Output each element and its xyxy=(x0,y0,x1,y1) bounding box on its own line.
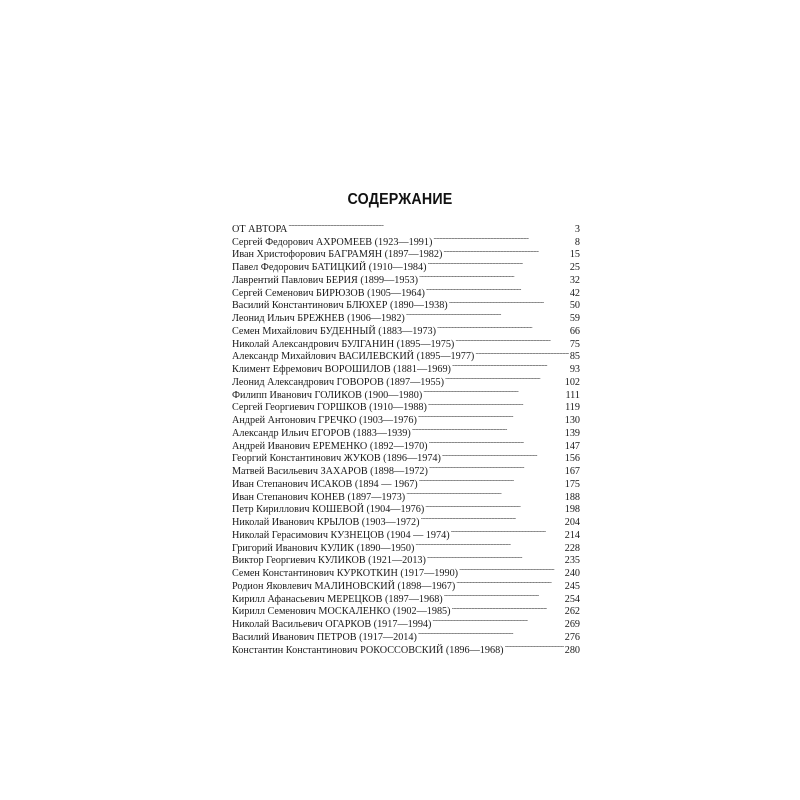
toc-entry-title: Павел Федорович БАТИЦКИЙ (1910—1984) xyxy=(232,262,427,273)
toc-entry-title: Василий Иванович ПЕТРОВ (1917—2014) xyxy=(232,631,417,643)
toc-dot-leader xyxy=(452,359,569,372)
toc-dot-leader xyxy=(419,474,564,487)
toc-entry-title: Константин Константинович РОКОССОВСКИЙ (1896—1968) xyxy=(232,644,504,656)
toc-entry-title: Иван Христофорович БАГРАМЯН (1897—1982) xyxy=(232,249,443,261)
toc-entry-title: Андрей Иванович ЕРЕМЕНКО (1892—1970) xyxy=(232,440,428,452)
toc-entry-page-number: 3 xyxy=(574,223,580,235)
toc-dot-leader xyxy=(443,245,568,258)
toc-entry-page-number: 214 xyxy=(564,529,580,541)
toc-dot-leader xyxy=(427,551,564,564)
toc-dot-leader xyxy=(505,640,564,653)
toc-dot-leader xyxy=(456,576,563,589)
toc-entry-title: Кирилл Афанасьевич МЕРЕЦКОВ (1897—1968) xyxy=(232,593,443,605)
toc-dot-leader xyxy=(419,270,569,283)
toc-entry-title: Виктор Георгиевич КУЛИКОВ (1921—2013) xyxy=(232,555,426,567)
toc-entry-page-number: 42 xyxy=(569,287,580,299)
toc-dot-leader xyxy=(421,512,564,525)
toc-dot-leader xyxy=(451,525,564,538)
toc-dot-leader xyxy=(433,232,574,245)
toc-dot-leader xyxy=(449,296,569,309)
toc-entry-title: Николай Васильевич ОГАРКОВ (1917—1994) xyxy=(232,619,432,630)
toc-dot-leader xyxy=(459,563,564,576)
toc-dot-leader xyxy=(452,602,564,615)
toc-entry-title: ОТ АВТОРА xyxy=(232,223,288,235)
toc-entry-page-number: 167 xyxy=(564,466,580,477)
toc-entry-title: Лаврентий Павлович БЕРИЯ (1899—1953) xyxy=(232,274,419,286)
toc-entry-title: Семен Константинович КУРКОТКИН (1917—1990) xyxy=(232,568,459,579)
toc-entry-page-number: 102 xyxy=(564,376,580,388)
toc-entry-page-number: 204 xyxy=(564,517,580,528)
toc-entry-page-number: 269 xyxy=(564,619,580,630)
toc-entry-title: Григорий Иванович КУЛИК (1890—1950) xyxy=(232,542,415,554)
toc-entry-title: Семен Михайлович БУДЕННЫЙ (1883—1973) xyxy=(232,325,437,337)
toc-entry-title: Кирилл Семенович МОСКАЛЕНКО (1902—1985) xyxy=(232,606,451,618)
toc-dot-leader xyxy=(415,538,563,551)
toc-entry-title: Филипп Иванович ГОЛИКОВ (1900—1980) xyxy=(232,389,423,401)
toc-entry-page-number: 188 xyxy=(564,491,580,503)
toc-entry-title: Петр Кириллович КОШЕВОЙ (1904—1976) xyxy=(232,504,425,516)
toc-dot-leader xyxy=(444,589,564,602)
toc-entry-page-number: 139 xyxy=(564,427,580,439)
toc-dot-leader xyxy=(429,461,564,474)
toc-list xyxy=(232,219,580,656)
toc-entry-title: Иван Степанович КОНЕВ (1897—1973) xyxy=(232,491,406,503)
toc-entry-page-number: 8 xyxy=(574,236,580,248)
toc-dot-leader xyxy=(406,308,569,321)
toc-entry-title: Родион Яковлевич МАЛИНОВСКИЙ (1898—1967) xyxy=(232,580,456,592)
toc-dot-leader xyxy=(418,627,564,640)
toc-entry-title: Сергей Георгиевич ГОРШКОВ (1910—1988) xyxy=(232,402,427,414)
toc-entry-title: Василий Константинович БЛЮХЕР (1890—1938) xyxy=(232,300,448,312)
toc-entry-title: Сергей Федорович АХРОМЕЕВ (1923—1991) xyxy=(232,236,433,248)
toc-entry-page-number: 175 xyxy=(564,478,580,490)
toc-entry-page-number: 66 xyxy=(569,325,580,337)
toc-entry-page-number: 240 xyxy=(564,568,580,579)
toc-dot-leader xyxy=(425,500,563,513)
toc-entry-page-number: 198 xyxy=(564,504,580,516)
toc-entry-page-number: 75 xyxy=(569,338,580,350)
toc-entry xyxy=(232,219,580,235)
toc-dot-leader xyxy=(442,449,564,462)
toc-entry-title: Николай Иванович КРЫЛОВ (1903—1972) xyxy=(232,517,420,528)
toc-entry-title: Александр Михайлович ВАСИЛЕВСКИЙ (1895—1977) xyxy=(232,351,475,363)
toc-dot-leader xyxy=(437,321,569,334)
toc-title: СОДЕРЖАНИЕ xyxy=(347,191,453,208)
toc-dot-leader xyxy=(429,436,564,449)
toc-entry-title: Георгий Константинович ЖУКОВ (1896—1974) xyxy=(232,453,441,465)
toc-entry-page-number: 119 xyxy=(565,402,580,414)
toc-entry-page-number: 156 xyxy=(564,453,580,465)
toc-entry-title: Климент Ефремович ВОРОШИЛОВ (1881—1969) xyxy=(232,364,451,375)
toc-entry-title: Николай Александрович БУЛГАНИН (1895—1975) xyxy=(232,338,455,350)
toc-entry-page-number: 59 xyxy=(569,313,580,324)
toc-entry-page-number: 85 xyxy=(569,351,580,363)
toc-entry-page-number: 276 xyxy=(564,631,580,643)
toc-entry-page-number: 262 xyxy=(564,606,580,618)
toc-entry-page-number: 130 xyxy=(564,415,580,426)
toc-dot-leader xyxy=(423,385,564,398)
toc-dot-leader xyxy=(406,487,564,500)
toc-entry-title: Леонид Александрович ГОВОРОВ (1897—1955) xyxy=(232,376,445,388)
toc-dot-leader xyxy=(445,372,564,385)
toc-entry-page-number: 93 xyxy=(569,364,580,375)
toc-entry-page-number: 111 xyxy=(565,389,580,401)
toc-entry-page-number: 25 xyxy=(569,262,580,273)
toc-dot-leader xyxy=(428,257,569,270)
toc-entry-title: Андрей Антонович ГРЕЧКО (1903—1976) xyxy=(232,415,417,426)
toc-entry-page-number: 280 xyxy=(564,644,580,656)
toc-dot-leader xyxy=(455,334,568,347)
toc-dot-leader xyxy=(475,347,569,360)
toc-dot-leader xyxy=(426,283,569,296)
toc-entry-title: Александр Ильич ЕГОРОВ (1883—1939) xyxy=(232,427,411,439)
toc-entry-title: Иван Степанович ИСАКОВ (1894 — 1967) xyxy=(232,478,418,490)
toc-entry-title: Леонид Ильич БРЕЖНЕВ (1906—1982) xyxy=(232,313,405,324)
toc-entry-title: Николай Герасимович КУЗНЕЦОВ (1904 — 1974) xyxy=(232,529,450,541)
toc-entry-title: Сергей Семенович БИРЮЗОВ (1905—1964) xyxy=(232,287,425,299)
toc-entry-page-number: 254 xyxy=(564,593,580,605)
toc-dot-leader xyxy=(412,423,564,436)
toc-entry-page-number: 147 xyxy=(564,440,580,452)
toc-entry-page-number: 15 xyxy=(569,249,580,261)
toc-dot-leader xyxy=(428,398,564,411)
toc-dot-leader xyxy=(418,410,564,423)
toc-entry-page-number: 235 xyxy=(564,555,580,567)
toc-entry-page-number: 32 xyxy=(569,274,580,286)
toc-entry-page-number: 228 xyxy=(564,542,580,554)
toc-entry-page-number: 50 xyxy=(569,300,580,312)
toc-entry-title: Матвей Васильевич ЗАХАРОВ (1898—1972) xyxy=(232,466,428,477)
toc-dot-leader xyxy=(288,219,574,232)
toc-dot-leader xyxy=(432,614,563,627)
toc-entry-page-number: 245 xyxy=(564,580,580,592)
